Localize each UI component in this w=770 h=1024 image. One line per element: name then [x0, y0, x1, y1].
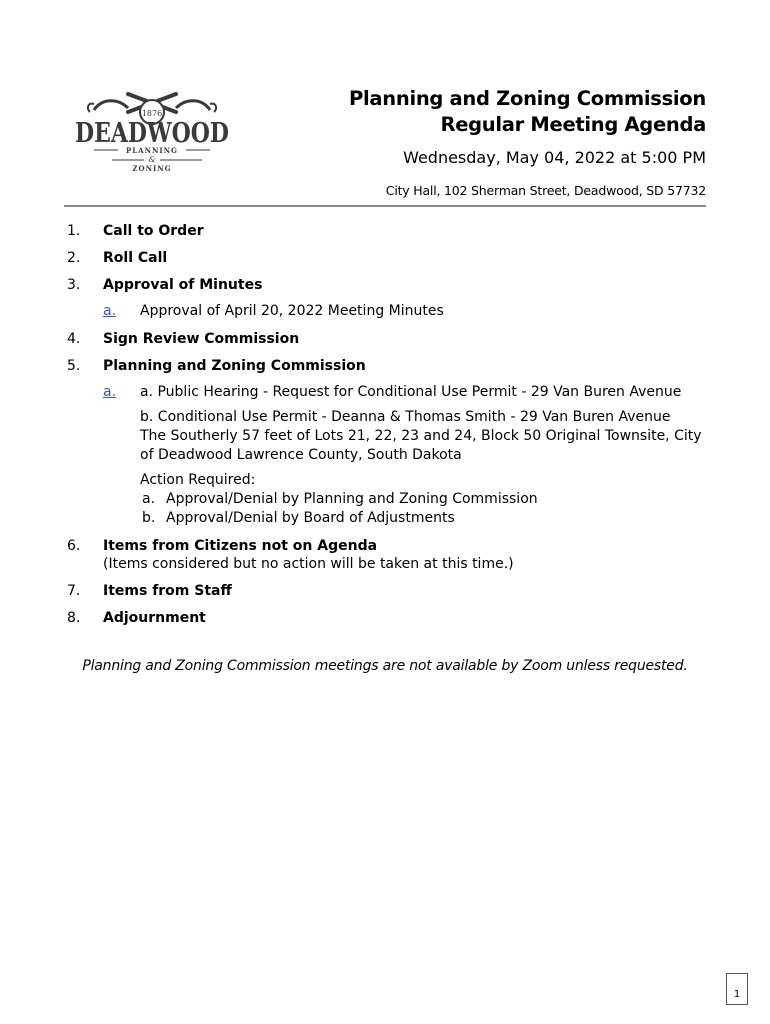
agenda-item — [67, 330, 717, 348]
action-required-label: Action Required: — [140, 472, 256, 488]
agenda-item — [67, 276, 717, 321]
meeting-date: Wednesday, May 04, 2022 at 5:00 PM — [403, 148, 706, 167]
agenda-item-number: 8. — [67, 610, 81, 626]
meeting-location: City Hall, 102 Sherman Street, Deadwood, SD 57732 — [385, 183, 706, 198]
agenda-item-title: Sign Review Commission — [103, 331, 300, 347]
agenda-item — [67, 582, 717, 600]
logo-line1: PLANNING — [125, 146, 179, 155]
minutes-link[interactable]: a. — [103, 303, 117, 319]
logo-connector: & — [148, 155, 156, 164]
agenda-item-number: 6. — [67, 538, 81, 554]
agenda-item — [67, 537, 717, 573]
agenda-subitem — [103, 383, 717, 528]
agenda-subitem — [103, 302, 717, 321]
action-text: Approval/Denial by Board of Adjustments — [166, 510, 455, 526]
header-divider — [64, 205, 706, 207]
agenda-list — [67, 222, 717, 636]
agenda-item-note: (Items considered but no action will be taken at this time.) — [103, 556, 514, 572]
agenda-item-title: Items from Citizens not on Agenda — [103, 538, 378, 554]
agenda-item-title: Planning and Zoning Commission — [103, 358, 366, 374]
agenda-item — [67, 222, 717, 240]
subitem-line1: a. Public Hearing - Request for Conditional Use Permit - 29 Van Buren Avenue — [140, 384, 682, 400]
subitem-legal-description: The Southerly 57 feet of Lots 21, 22, 23 and 24, Block 50 Original Townsite, City of Deadwood Lawrence County, South Dakota — [140, 428, 702, 463]
agenda-item-number: 2. — [67, 250, 81, 266]
action-list — [140, 490, 717, 528]
logo-line2: ZONING — [132, 164, 172, 173]
agenda-item-title: Approval of Minutes — [103, 277, 263, 293]
logo-flourish-right-icon — [176, 101, 210, 110]
zoom-notice: Planning and Zoning Commission meetings are not available by Zoom unless requested. — [82, 658, 688, 674]
agenda-item — [67, 609, 717, 627]
agenda-item-title: Adjournment — [103, 610, 206, 626]
agenda-item-title: Items from Staff — [103, 583, 232, 599]
agenda-item-number: 4. — [67, 331, 81, 347]
logo-name: DEADWOOD — [75, 118, 229, 149]
subitem-line2: b. Conditional Use Permit - Deanna & Thomas Smith - 29 Van Buren Avenue — [140, 409, 671, 425]
agenda-item-number: 7. — [67, 583, 81, 599]
action-item — [142, 490, 717, 509]
logo-year: 1876 — [141, 109, 163, 118]
page-number: 1 — [726, 973, 748, 1005]
action-letter: b. — [142, 510, 156, 526]
agenda-item-number: 1. — [67, 223, 81, 239]
action-letter: a. — [142, 491, 156, 507]
page-title: Planning and Zoning Commission Regular Meeting Agenda — [349, 87, 706, 136]
subitem-text: Approval of April 20, 2022 Meeting Minutes — [140, 303, 444, 319]
agenda-item — [67, 249, 717, 267]
agenda-item-title: Roll Call — [103, 250, 168, 266]
logo-flourish-left-icon — [94, 101, 128, 110]
agenda-item-number: 5. — [67, 358, 81, 374]
deadwood-logo — [72, 90, 232, 174]
action-item — [142, 509, 717, 528]
agenda-item — [67, 357, 717, 528]
agenda-item-number: 3. — [67, 277, 81, 293]
agenda-item-title: Call to Order — [103, 223, 204, 239]
hearing-link[interactable]: a. — [103, 384, 117, 400]
action-text: Approval/Denial by Planning and Zoning Commission — [166, 491, 538, 507]
